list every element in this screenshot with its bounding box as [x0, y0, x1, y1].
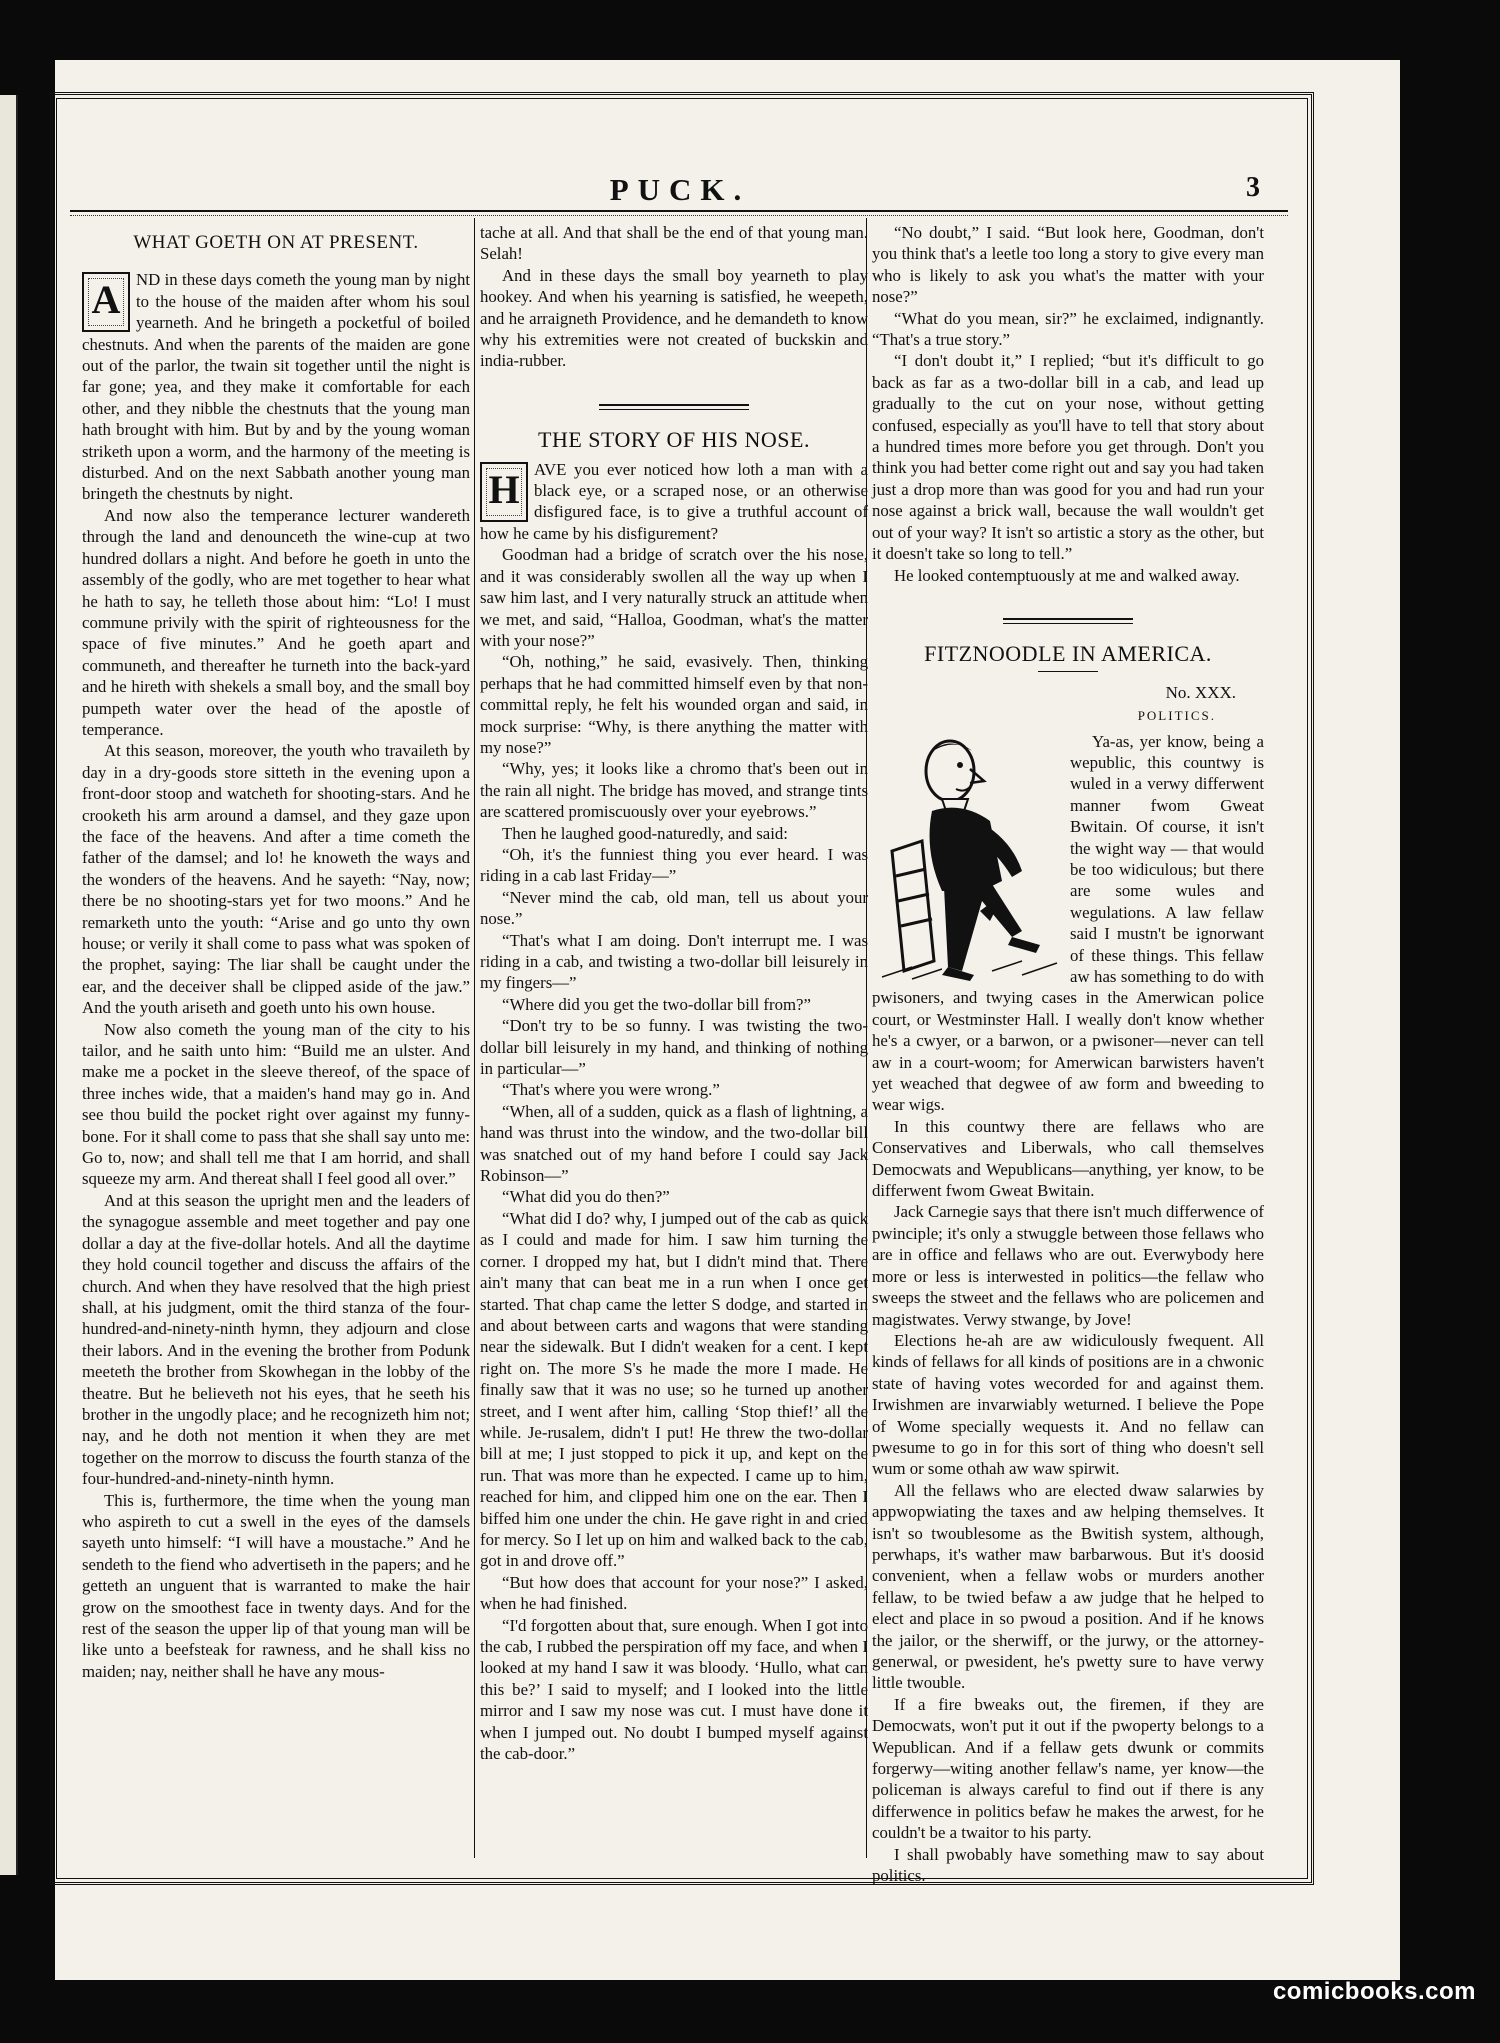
fitznoodle-illustration-icon [872, 731, 1062, 981]
article-paragraph: This is, furthermore, the time when the young man who aspireth to cut a swell in the eyes of the damsels sayeth unto himself: “I will have a moustache.” And he sendeth to the fiend who advertiseth in the papers; and he getteth an unguent that is warranted to make the hair grow on the smoothest face in twenty days. And for the rest of the season the upper lip of that young man will be like unto a beefsteak for rawness, and he shall kiss no maiden; nay, neither shall he have any mous- [82, 1490, 470, 1681]
header-rule-dotted [70, 215, 1288, 216]
article-paragraph: Elections he-ah are aw widiculously fwequent. All kinds of fellaws for all kinds of positions are in a chwonic state of having votes wecorded for and against them. Irwishmen are invarwiably weturned. I believe the Pope of Wome specially wequests it. And no fellaw can pwesume to go in for this sort of thing who doesn't sell wum or some othah aw waw spirwit. [872, 1330, 1264, 1479]
article-paragraph: Ya-as, yer know, being a wepublic, this countwy is wuled in a verwy differwent manner fwom Gweat Bwitain. Of course, it isn't the wight way — that would be too widiculous; but there are some wules and wegulations. A law fellaw said I mustn't be ignorwant of these things. This fellaw aw has something to do with pwisoners, and twying cases in the Amerwican police court, or Westminster Hall. I weally don't know whether he's a cwyer, or a barwon, or a pwisoner—never can tell aw in a court-woom; for Amerwican barwisters haven't yet weached that degwee of aw form and bweeding to wear wigs. [872, 731, 1264, 1115]
drop-cap: H [480, 462, 528, 522]
article-paragraph: And in these days the small boy yearneth to play hookey. And when his yearning is satisfied, he weepeth, and he arraigneth Providence, and he demandeth to know why his extremities were not created of buckskin and india-rubber. [480, 265, 868, 371]
section-separator [872, 608, 1264, 629]
article-paragraph: At this season, moreover, the youth who travaileth by day in a dry-goods store sitteth in the evening upon a front-door stoop and watcheth for shooting-stars. And he crooketh his arm around a damsel, and they gaze upon the face of the heavens. And after a time cometh the father of the damsel; and lo! he knoweth the ways and the wonders of the heavens. And he sayeth: “Nay, now; there be no shooting-stars yet for two moons.” And he remarketh unto the youth: “Arise and go unto thy own house; or verily it shall come to pass what was spoken of the prophet, saying: The liar shall be caught under the ear, and the deceiver shall be clipped aside of the jaw.” And the youth ariseth and goeth unto his own house. [82, 741, 470, 1018]
column-1 [82, 222, 470, 1682]
article-paragraph: And now also the temperance lecturer wandereth through the land and denounceth the wine-cup at two hundred dollars a night. And before he goeth in unto the assembly of the godly, who are met together to hear what he hath to say, he telleth those about him: “Lo! I must commune privily with the spirit of righteousness for the space of five minutes.” And he goeth apart and communeth, and thereafter he turneth into the back-yard and he hireth with shekels a small boy, and the small boy pumpeth water over the head of the apostle of temperance. [82, 505, 470, 739]
article-paragraph: Goodman had a bridge of scratch over the his nose, and it was considerably swollen all the way up when I saw him last, and I very naturally struck an attitude when we met, and said, “Halloa, Goodman, what's the matter with your nose?” [480, 545, 868, 650]
article-paragraph: “Why, yes; it looks like a chromo that's been out in the rain all night. The bridge has moved, and strange tints are scattered promiscuously over your eyebrows.” [480, 759, 868, 822]
article-paragraph: All the fellaws who are elected dwaw salarwies by appwopwiating the taxes and aw helping themselves. It isn't so twoublesome as the Bwitish system, although, perwhaps, it's wather maw barbarwous. But it's doosid convenient, when a fellaw wobs or murders another fellaw, to be twied befaw a aw judge that he helped to elect and place in so pwoud a position. And if he knows the jailor, or the sherwiff, or the jurwy, or the attorney-generwal, or pwesident, he's pwetty sure to have verwy little twouble. [872, 1480, 1264, 1693]
article-paragraph: Jack Carnegie says that there isn't much differwence of pwinciple; it's only a stwuggle between those fellaws who are in office and fellaws who are out. Everwybody here more or less is interwested in politics—the fellaw who sweeps the stweet and the fellaws who are policemen and magistwates. Verwy stwange, by Jove! [872, 1202, 1264, 1329]
article-paragraph: I shall pwobably have something maw to say about politics. [872, 1844, 1264, 1886]
article-paragraph: H AVE you ever noticed how loth a man with a black eye, or a scraped nose, or an otherwise disfigured face, is to give a truthful account of how he came by his disfigurement? [480, 459, 868, 543]
column-2 [480, 222, 868, 1764]
article-paragraph: “What did I do? why, I jumped out of the cab as quick as I could and made for him. I saw him turning the corner. I dropped my hat, but I didn't mind that. There ain't many that can beat me in a run when I once get started. That chap came the letter S dodge, and started in and about between carts and wagons that were standing near the sidewalk. But I didn't weaken for a cent. I kept right on. The more S's he made the more I made. He finally saw that it was no use; so he turned up another street, and I went after him, calling ‘Stop thief!’ all the while. Je-rusalem, didn't I put! He threw the two-dollar bill at me; I just stopped to pick it up, and kept on the run. That was more than he expected. I came up to him, reached for him, and clipped him one on the ear. Then I biffed him one under the chin. He gave right in and cried for mercy. So I let up on him and walked back to the cab, got in and drove off.” [480, 1208, 868, 1571]
article-paragraph: If a fire bweaks out, the firemen, if they are Democwats, won't put it out if the pwoperty belongs to a Wepublican. And if a fellaw gets dwunk or commits forgerwy—witing another fellaw's name, yer know—the policeman is always careful to find out if there is any differwence in politics befaw he makes the arwest, for he couldn't be a twaitor to his party. [872, 1694, 1264, 1843]
article-paragraph: “That's where you were wrong.” [502, 1080, 720, 1100]
article-paragraph: In this countwy there are fellaws who are Conservatives and Liberwals, who call themselves Democwats and Wepublicans—anything, yer know, to be differwent fwom Gweat Bwitain. [872, 1116, 1264, 1201]
header-rule [70, 210, 1288, 212]
series-subtitle: POLITICS. [1137, 708, 1216, 724]
column-divider [474, 218, 475, 1858]
article-paragraph: “Never mind the cab, old man, tell us about your nose.” [480, 887, 868, 929]
article-paragraph: “I'd forgotten about that, sure enough. When I got into the cab, I rubbed the perspiration off my face, and when I looked at my hand I saw it was bloody. ‘Hullo, what can this be?’ I said to myself; and I looked into the little mirror and I saw my nose was cut. I must have done it when I jumped out. No doubt I bumped myself against the cab-door.” [480, 1615, 868, 1764]
article-paragraph: “Don't try to be so funny. I was twisting the two-dollar bill leisurely in my hand, and thinking of nothing in particular—” [480, 1016, 868, 1079]
article-paragraph: He looked contemptuously at me and walked away. [894, 565, 1240, 585]
series-number: No. XXX. [1165, 682, 1236, 702]
article-paragraph: Now also cometh the young man of the city to his tailor, and he saith unto him: “Build me an ulster. And make me a pocket in the sleeve thereof, of the space of three inches wide, that a maiden's hand may go in. And see thou build the pocket right over against my funny-bone. For it shall come to pass that she shall say unto me: Go to, now; and shall tell me that I am horrid, and shall squeeze my arm. And thereat shall I feel good all over.” [82, 1019, 470, 1189]
article-paragraph: tache at all. And that shall be the end of that young man. Selah! [480, 223, 868, 264]
article-paragraph: Then he laughed good-naturedly, and said: [502, 823, 788, 843]
masthead: PUCK. [609, 172, 751, 207]
drop-cap: A [82, 272, 130, 332]
article-paragraph: “That's what I am doing. Don't interrupt me. I was riding in a cab, and twisting a two-dollar bill leisurely in my fingers—” [480, 930, 868, 993]
header [60, 112, 1300, 208]
article-paragraph: “I don't doubt it,” I replied; “but it's difficult to go back as far as a two-dollar bill in a cab, and lead up gradually to the cut on your nose, without getting confused, especially as you'll have to tell that story about a hundred times more before you get through. Don't you think you had better come right out and say you had taken just a drop more than was good for you and had run your nose against a brick wall, because the wall wouldn't get out of your way? It isn't so artistic a story as the other, but it doesn't take so long to tell.” [872, 351, 1264, 564]
article-paragraph: “Oh, it's the funniest thing you ever heard. I was riding in a cab last Friday—” [480, 844, 868, 886]
article-title: THE STORY OF HIS NOSE. [538, 427, 810, 453]
article-paragraph: “What do you mean, sir?” he exclaimed, indignantly. “That's a true story.” [872, 308, 1264, 350]
article-paragraph: “Oh, nothing,” he said, evasively. Then, thinking perhaps that he had committed himself even by that non-committal reply, he felt his wounded organ and said, in mock surprise: “Why, is there anything the matter with my nose?” [480, 652, 868, 757]
previous-page-edge [0, 95, 18, 1875]
column-3 [872, 222, 1264, 1886]
title-rule [1038, 671, 1098, 672]
article-paragraph: “When, all of a sudden, quick as a flash of lightning, a hand was thrust into the window, and the two-dollar bill was snatched out of my hand before I could say Jack Robinson—” [480, 1101, 868, 1186]
article-paragraph: And at this season the upright men and the leaders of the synagogue assemble and meet together and pay one dollar a day at the five-dollar hotels. And all the daytime they hold council together and discuss the affairs of the church. And when they have resolved that the high priest shall, at his judgment, omit the third stanza of the four-hundred-and-ninety-ninth hymn, they adjourn and close their labors. And in the evening the brother from Podunk meeteth the brother from Skowhegan in the lobby of the theatre. But he believeth not his eyes, that he seeth his brother in the ungodly place; and he recognizeth him not; nay, and he doth not mention it when they are met together on the morrow to discuss the fourth stanza of the four-hundred-and-ninety-ninth hymn. [82, 1190, 470, 1489]
site-watermark: comicbooks.com [1272, 1978, 1476, 2005]
section-separator [480, 394, 868, 415]
article-paragraph: “Where did you get the two-dollar bill from?” [502, 994, 811, 1014]
article-title: WHAT GOETH ON AT PRESENT. [133, 232, 419, 253]
article-paragraph: A ND in these days cometh the young man by night to the house of the maiden after whom his soul yearneth. And he bringeth a pocketful of boiled chestnuts. And when the parents of the maiden are gone out of the parlor, the twain sit together until the night is far gone; yea, and they make it comfortable for each other, and they nibble the chestnuts that the young man hath brought with him. But by and by the young woman striketh upon a worm, and the harmony of the meeting is disturbed. And on the next Sabbath another young man bringeth the chestnuts by night. [82, 270, 470, 504]
article-paragraph: “What did you do then?” [502, 1187, 670, 1207]
article-title: FITZNOODLE IN AMERICA. [924, 641, 1212, 667]
article-paragraph: “But how does that account for your nose?” I asked, when he had finished. [480, 1572, 868, 1614]
article-paragraph: “No doubt,” I said. “But look here, Goodman, don't you think that's a leetle too long a story to give every man who is likely to ask you what's the matter with your nose?” [872, 223, 1264, 307]
page-number: 3 [1246, 172, 1260, 203]
